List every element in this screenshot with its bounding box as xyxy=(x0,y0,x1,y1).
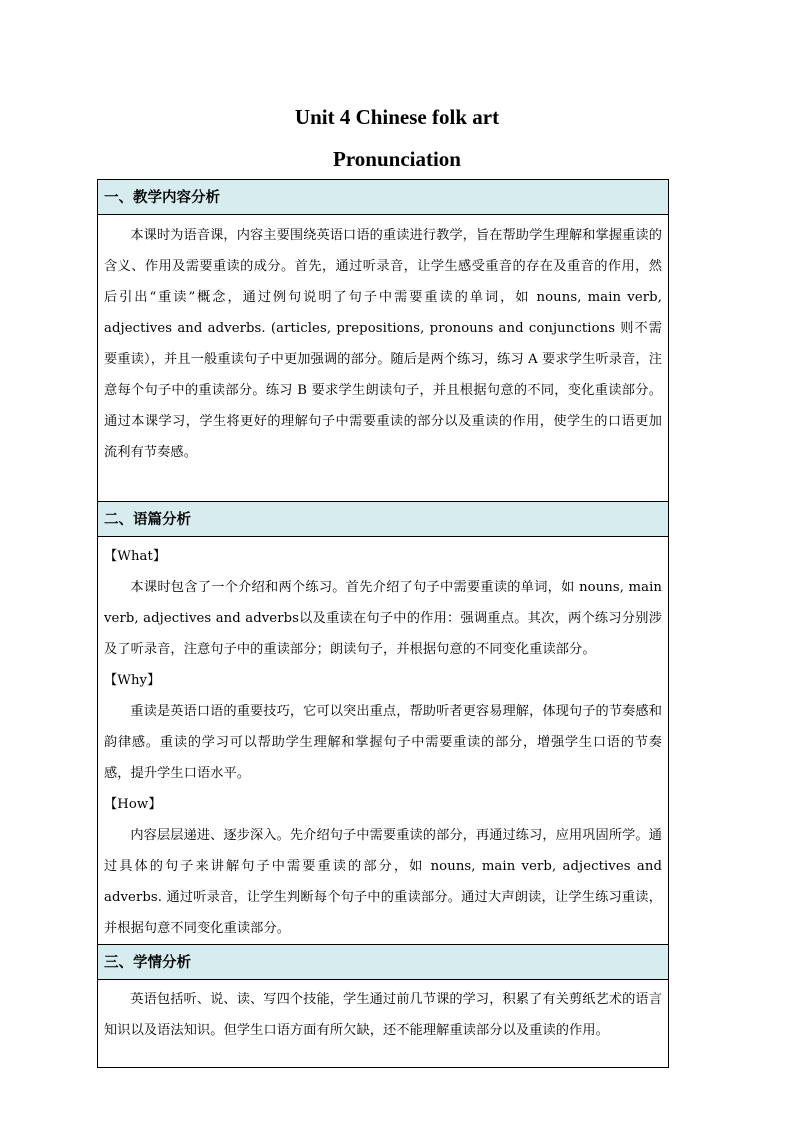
how-tag: 【How】 xyxy=(104,797,162,812)
content-analysis-paragraph: 本课时为语音课，内容主要围绕英语口语的重读进行教学，旨在帮助学生理解和掌握重读的含义、作用及需要重读的成分。首先，通过听录音，让学生感受重音的存在及重音的作用，然后引出“重读”概念，通过例句说明了句子中需要重读的单词，如 nouns, main verb, adjectives and adverbs. (articles, prepositions, pronouns and conjunctions 则不需要重读），并且一般重读句子中更加强调的部分。随后是两个练习，练习 A 要求学生听录音，注意每个句子中的重读部分。练习 B 要求学生朗读句子，并且根据句意的不同，变化重读部分。通过本课学习，学生将更好的理解句子中需要重读的部分以及重读的作用，使学生的口语更加流利有节奏感。 xyxy=(104,228,662,460)
lesson-analysis-table xyxy=(97,179,669,1068)
what-paragraph: 本课时包含了一个介绍和两个练习。首先介绍了句子中需要重读的单词，如 nouns, main verb, adjectives and adverbs以及重读在句子中的作用：强调重点。其次，两个练习分别涉及了听录音，注意句子中的重读部分；朗读句子，并根据句意的不同变化重读部分。 xyxy=(104,580,662,657)
document-title: Unit 4 Chinese folk art xyxy=(294,105,500,129)
section-body-text-analysis xyxy=(98,537,668,945)
why-tag: 【Why】 xyxy=(104,673,161,688)
why-paragraph: 重读是英语口语的重要技巧，它可以突出重点，帮助听者更容易理解，体现句子的节奏感和韵律感。重读的学习可以帮助学生理解和掌握句子中需要重读的部分，增强学生口语的节奏感，提升学生口语水平。 xyxy=(104,704,662,781)
section-header-text-analysis: 二、语篇分析 xyxy=(98,502,668,537)
what-tag: 【What】 xyxy=(104,549,167,564)
learner-analysis-paragraph: 英语包括听、说、读、写四个技能，学生通过前几节课的学习，积累了有关剪纸艺术的语言知识以及语法知识。但学生口语方面有所欠缺，还不能理解重读部分以及重读的作用。 xyxy=(104,992,662,1038)
section-body-learner-analysis xyxy=(98,980,668,1068)
how-paragraph: 内容层层递进、逐步深入。先介绍句子中需要重读的部分，再通过练习，应用巩固所学。通过具体的句子来讲解句子中需要重读的部分，如 nouns, main verb, adjectives and adverbs. 通过听录音，让学生判断每个句子中的重读部分。通过大声朗读，让学生练习重读，并根据句意不同变化重读部分。 xyxy=(104,828,662,936)
section-body-content-analysis xyxy=(98,215,668,502)
document-subtitle: Pronunciation xyxy=(333,147,461,171)
section-header-content-analysis: 一、教学内容分析 xyxy=(98,180,668,215)
section-header-learner-analysis: 三、学情分析 xyxy=(98,945,668,980)
